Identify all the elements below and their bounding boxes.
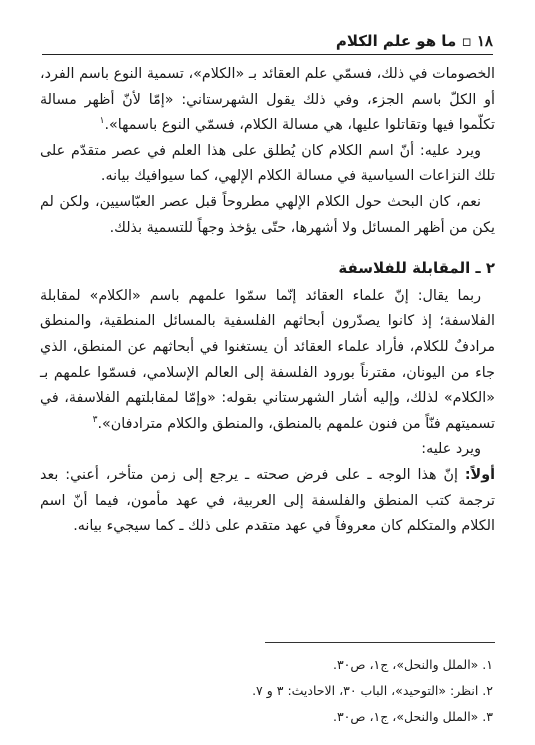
paragraph [40,463,495,540]
footnote-mark: ٣ [92,414,98,425]
page-header [42,26,493,55]
footnote-mark: ١ [99,116,105,127]
paragraph-text: ويرد عليه: [421,441,481,458]
paragraph [40,190,495,241]
paragraph [40,284,495,438]
paragraph-text: ربما يقال: إنّ علماء العقائد إنّما سمّوا علمهم باسم «الكلام» لمقابلة الفلاسفة؛ إذ كانوا يصدّرون أبحاثهم الفلسفية بالمسائل المنطقية، والمنطق مرادفٌ للكلام، فأراد علماء العقائد أن يستغنوا في أبحاثهم عن المنطق، الذي جاء من اليونان، مقترناً بورود الفلسفة إلى العالم الإسلامي، فسمّوا علمهم بـ «الكلام» لذلك، وإليه أشار الشهرستاني بقوله: «وإمّا لمقابلتهم الفلاسفة، في تسميتهم فنّاً من فنون علمهم بالمنطق، والمنطق والكلام مترادفان». [40,287,495,432]
footnotes [42,652,493,730]
paragraph [40,437,495,463]
header-separator: ▫ [461,32,472,50]
paragraph-text: الخصومات في ذلك، فسمّي علم العقائد بـ «الكلام»، تسمية النوع باسم الفرد، أو الكلّ باسم الجزء، وفي ذلك يقول الشهرستاني: «إمّا لأنّ أظهر مسالة تكلّموا فيها وتقاتلوا عليها، هي مسالة الكلام، فسمّي النوع باسمها». [40,66,495,134]
paragraph-text: نعم، كان البحث حول الكلام الإلهي مطروحاً قبل عصر العبّاسيين، ولكن لم يكن من أظهر المسائل ولا أشهرها، حتّى يؤخذ وجهاً للتسمية بذلك. [40,193,495,236]
page-number: ١٨ [476,32,493,50]
point-label: أولاً: [464,466,495,483]
paragraph [40,139,495,190]
section-heading: ٢ ـ المقابلة للفلاسفة [338,259,495,278]
running-header [336,32,493,50]
paragraph [40,62,495,139]
footnote-divider [265,642,495,643]
footnote-item: ٣. «الملل والنحل»، ج١، ص٣٠. [332,709,493,724]
main-text [40,62,495,540]
running-title: ما هو علم الكلام [335,32,457,50]
paragraph-text: ويرد عليه: أنّ اسم الكلام كان يُطلق على هذا العلم في عصر متقدّم على تلك النزاعات السياسية في مسالة الكلام الإلهي، كما سيوافيك بيانه. [40,142,495,185]
paragraph-text: إنّ هذا الوجه ـ على فرض صحته ـ يرجع إلى زمن متأخر، أعني: بعد ترجمة كتب المنطق والفلسفة إلى العربية، في عهد مأمون، فيما أنّ اسم الكلام والمتكلم كان معروفاً في عهد متقدم على ذلك ـ كما سيجيء بيانه. [40,466,495,535]
footnote-item: ٢. انظر: «التوحيد»، الباب ٣٠، الاحاديث: ٣ و ٧. [252,683,493,698]
footnote-item: ١. «الملل والنحل»، ج١، ص٣٠. [332,657,493,672]
